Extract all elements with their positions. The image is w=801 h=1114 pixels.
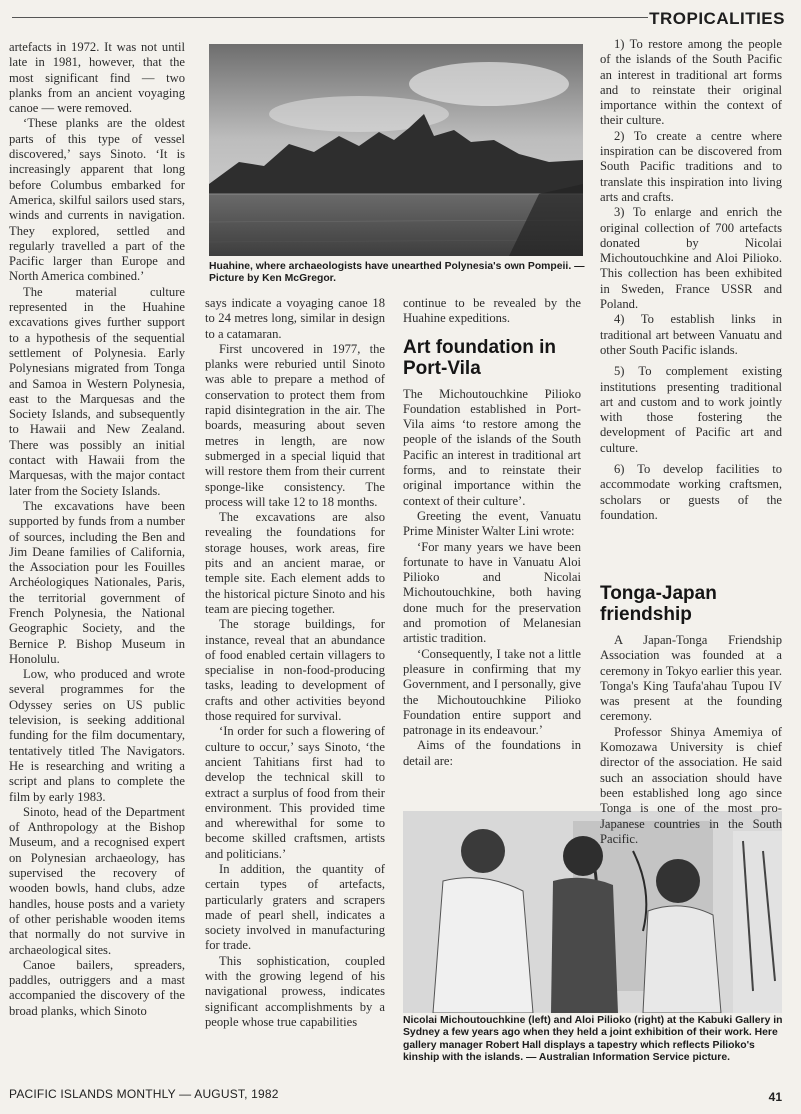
list-item: 1) To restore among the people of the islands of the South Pacific an interest in traditional art forms and to reinstate their original importance within the context of their culture. <box>600 37 782 128</box>
paragraph: The excavations are also revealing the foundations for storage houses, work areas, fire pits and an ancient marae, or temple site. Each element adds to the historical picture Sinoto and his team are piecing together. <box>205 510 385 616</box>
article-heading: Tonga-Japan friendship <box>600 583 717 625</box>
article-column-1 <box>9 40 185 1019</box>
article-column-2 <box>205 296 385 1030</box>
paragraph: The material culture represented in the Huahine excavations gives further support to a hypothesis of the sequential settlement of Polynesia. Early Polynesians migrated from Tonga and Samoa in Western Polynesia, east to the Marquesas and the Society Islands, and subsequently to Hawaii and New Zealand. There was possibly an initial contact with Hawaii from the Marquesas, with the major contact later from the Society Islands. <box>9 284 185 498</box>
paragraph: The Michoutouchkine Pilioko Foundation established in Port-Vila aims ‘to restore among the people of the islands of the South Pacific an interest in traditional art forms, and to reinstate their original importance within the context of their culture’. <box>403 386 581 508</box>
paragraph: The storage buildings, for instance, reveal that an abundance of food enabled certain villagers to specialise in non-food-producing tasks, leading to development of crafts and other activities beyond those required for survival. <box>205 617 385 724</box>
paragraph: ‘These planks are the oldest parts of this type of vessel discovered,’ says Sinoto. ‘It is increasingly apparent that long before Columbus embarked for America, skilful sailors used stars, winds and currents in navigation. They explored, settled and regularly travelled a part of the Pacific larger than Europe and North America combined.’ <box>9 116 185 284</box>
article-column-3 <box>403 296 581 769</box>
paragraph: This sophistication, coupled with the growing legend of his navigational prowess, indicates significant accomplishments by a people whose true capabilities <box>205 953 385 1029</box>
paragraph: Sinoto, head of the Department of Anthropology at the Bishop Museum, and a recognised expert on Polynesian archaeology, has supervised the recovery of wooden bowls, hand clubs, adze handles, house posts and a variety of other perishable wooden items that normally do not survive in archaeological sites. <box>9 804 185 957</box>
paragraph: artefacts in 1972. It was not until late in 1981, however, that the most significant find — two planks from an ancient voyaging canoe — were removed. <box>9 40 185 116</box>
photo-caption: Huahine, where archaeologists have unearthed Polynesia's own Pompeii. — Picture by Ken McGregor. <box>209 261 585 285</box>
list-item: 2) To create a centre where inspiration can be discovered from South Pacific traditions and to translate this inspiration into living arts and crafts. <box>600 128 782 204</box>
list-item: 6) To develop facilities to accommodate working craftsmen, scholars or guests of the foundation. <box>600 462 782 522</box>
paragraph: The excavations have been supported by funds from a number of sources, including the Ben and Jim Deane families of California, the Association pour les Fouilles Archéologiques Nationales, Paris, the territorial government of French Polynesia, the National Geographic Society, and the Bernice P. Bishop Museum in Honolulu. <box>9 498 185 666</box>
paragraph: A Japan-Tonga Friendship Association was founded at a ceremony in Tokyo earlier this year. Tonga's King Taufa'ahau Tupou IV was present at the founding ceremony. <box>600 633 782 724</box>
article-column-4 <box>600 37 782 523</box>
paragraph: continue to be revealed by the Huahine expeditions. <box>403 296 581 326</box>
section-title: TROPICALITIES <box>649 9 785 28</box>
article-heading: Art foundation in Port-Vila <box>403 336 557 379</box>
huahine-landscape-photo <box>209 44 583 256</box>
paragraph: Aims of the foundations in detail are: <box>403 738 581 768</box>
list-item: 5) To complement existing institutions presenting traditional art and custom and to work jointly with those fostering the development of Pacific art and culture. <box>600 364 782 455</box>
paragraph: First uncovered in 1977, the planks were reburied until Sinoto was able to prepare a method of conservation to protect them from rapid disintegration in the air. The boards, measuring about seven metres in length, are now submerged in a special liquid that will restore them from their current sponge-like consistency. The process will take 12 to 18 months. <box>205 341 385 509</box>
paragraph: ‘Consequently, I take not a little pleasure in confirming that my Government, and I personally, give the Michoutouchkine Pilioko Foundation entire support and patronage in its endeavour.’ <box>403 646 581 738</box>
footer-publication: PACIFIC ISLANDS MONTHLY — AUGUST, 1982 <box>9 1087 279 1101</box>
list-item: 3) To enlarge and enrich the original collection of 700 artefacts donated by Nicolai Michoutouchkine and Aloi Pilioko. This collection has been exhibited in Sweden, France USSR and Poland. <box>600 205 782 312</box>
page-number: 41 <box>768 1090 782 1104</box>
article-column-5 <box>600 583 782 847</box>
list-item: 4) To establish links in traditional art between Vanuatu and other South Pacific islands. <box>600 312 782 357</box>
huahine-landscape-image <box>209 44 583 256</box>
paragraph: Greeting the event, Vanuatu Prime Minister Walter Lini wrote: <box>403 508 581 539</box>
header-rule <box>12 17 648 18</box>
paragraph: ‘For many years we have been fortunate to have in Vanuatu Aloi Pilioko and Nicolai Michoutouchkine, both having done much for the preservation and promotion of Melanesian artistic tradition. <box>403 539 581 646</box>
paragraph: ‘In order for such a flowering of culture to occur,’ says Sinoto, ‘the ancient Tahitians first had to develop the technical skill to extract a surplus of food from their environment. This provided time and wherewithal for some to become skilled craftsmen, artists and politicians.’ <box>205 724 385 861</box>
paragraph: Professor Shinya Amemiya of Komozawa University is chief director of the association. He said such an association should have been established long ago since Tonga is one of the most pro-Japanese countries in the South Pacific. <box>600 724 782 846</box>
paragraph: In addition, the quantity of certain types of artefacts, particularly graters and scrapers made of pearl shell, indicates a society involved in manufacturing for trade. <box>205 861 385 953</box>
paragraph: Low, who produced and wrote several programmes for the Odyssey series on US public television, is seeking additional funding for the film documentary, tentatively titled The Navigators. He is researching and writing a script and plans to complete the film by early 1983. <box>9 667 185 804</box>
paragraph: Canoe bailers, spreaders, paddles, outriggers and a mast accompanied the discovery of the broad planks, which Sinoto <box>9 957 185 1018</box>
photo-caption: Nicolai Michoutouchkine (left) and Aloi Pilioko (right) at the Kabuki Gallery in Sydney a few years ago when they held a joint exhibition of their work. Here gallery manager Robert Hall displays a tapestry which reflects Pilioko's kinship with the islands. — Australian Information Service picture. <box>403 1015 783 1064</box>
paragraph: says indicate a voyaging canoe 18 to 24 metres long, similar in design to a catamaran. <box>205 296 385 341</box>
